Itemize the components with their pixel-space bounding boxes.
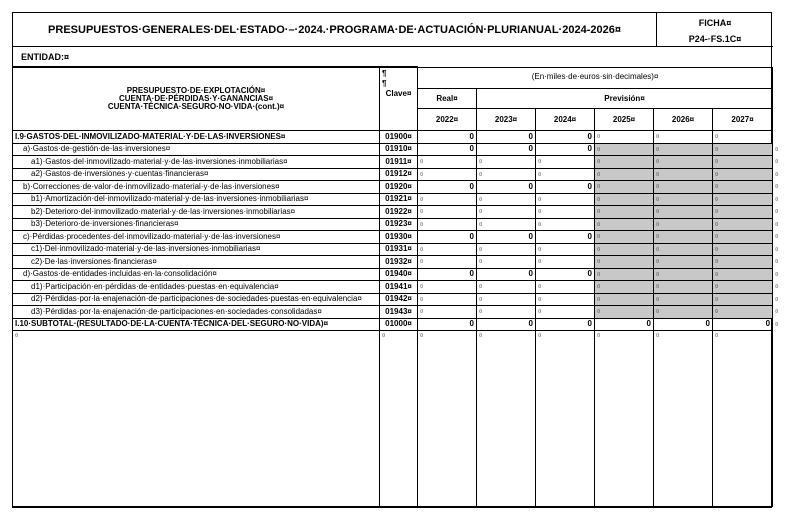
row-end-mark	[773, 256, 785, 269]
value-cell[interactable]	[536, 256, 595, 269]
cell-mark: ¤	[479, 171, 483, 178]
cell-mark: ¤	[656, 196, 660, 203]
cell-mark: ¤	[715, 296, 719, 303]
value-cell[interactable]: 0	[418, 181, 477, 194]
empty-cell[interactable]	[536, 331, 595, 507]
value-cell[interactable]	[713, 206, 773, 219]
table-row	[13, 206, 785, 219]
cell-mark: ¤	[420, 296, 424, 303]
cell-mark: ¤	[715, 221, 719, 228]
value-cell[interactable]	[654, 268, 713, 281]
cell-mark: ¤	[597, 221, 601, 228]
empty-row	[13, 331, 785, 507]
cell-mark: ¤	[715, 184, 719, 191]
cell-mark: ¤	[656, 159, 660, 166]
empty-cell[interactable]	[418, 331, 477, 507]
row-code: 01000¤	[380, 318, 418, 331]
value-cell[interactable]	[595, 206, 654, 219]
cell-mark: ¤	[597, 171, 601, 178]
row-end-mark	[773, 218, 785, 231]
cell-mark: ¤	[656, 234, 660, 241]
table-row	[13, 306, 785, 319]
empty-cell[interactable]	[477, 331, 536, 507]
row-code: 01910¤	[380, 143, 418, 156]
row-label: a2)·Gastos·de·inversiones·y·cuentas·financieras¤	[13, 168, 380, 181]
real-header: Real¤	[418, 89, 477, 109]
cell-mark: ¤	[715, 134, 719, 141]
value-cell[interactable]: 0	[477, 181, 536, 194]
title-cuenta-pyg: CUENTA·DE·PÉRDIDAS·Y·GANANCIAS¤	[118, 93, 274, 103]
cell-mark: ¤	[775, 246, 779, 253]
clave-label: Clave¤	[385, 89, 412, 98]
row-code: 01941¤	[380, 281, 418, 294]
cell-mark: ¤	[420, 246, 424, 253]
row-label: a)·Gastos·de·gestión·de·las·inversiones¤	[13, 143, 380, 156]
row-end-mark	[773, 193, 785, 206]
cell-mark: ¤	[775, 221, 779, 228]
value-cell[interactable]	[595, 156, 654, 169]
value-cell[interactable]	[713, 281, 773, 294]
cell-mark: ¤	[656, 246, 660, 253]
cell-mark: ¤	[420, 159, 424, 166]
cell-mark: ¤	[715, 271, 719, 278]
cell-mark: ¤	[597, 296, 601, 303]
pilcrow-1: ¶	[382, 69, 387, 78]
cell-mark: ¤	[479, 159, 483, 166]
year-2025: 2025¤	[595, 109, 654, 131]
value-cell[interactable]	[713, 218, 773, 231]
cell-mark: ¤	[656, 184, 660, 191]
value-cell[interactable]	[418, 206, 477, 219]
value-cell[interactable]: 0	[477, 268, 536, 281]
cell-mark: ¤	[597, 146, 601, 153]
value-cell[interactable]: 0	[654, 318, 713, 331]
prevision-header: Previsión¤	[477, 89, 773, 109]
value-cell[interactable]	[654, 218, 713, 231]
cell-mark: ¤	[538, 284, 542, 291]
value-cell[interactable]: 0	[477, 318, 536, 331]
cell-mark: ¤	[656, 134, 660, 141]
cell-mark: ¤	[420, 209, 424, 216]
cell-mark: ¤	[420, 309, 424, 316]
value-cell[interactable]	[595, 243, 654, 256]
cell-mark: ¤	[597, 309, 601, 316]
cell-mark: ¤	[538, 296, 542, 303]
row-label: I.9·GASTOS·DEL·INMOVILIZADO·MATERIAL·Y·DE·LAS·INVERSIONES¤	[13, 131, 380, 144]
value-cell[interactable]	[477, 293, 536, 306]
cell-mark: ¤	[715, 209, 719, 216]
pilcrow-2: ¶	[382, 79, 387, 88]
cell-mark: ¤	[538, 259, 542, 266]
row-code: 01942¤	[380, 293, 418, 306]
cell-mark: ¤	[775, 196, 779, 203]
cell-mark: ¤	[775, 321, 779, 328]
cell-mark: ¤	[656, 284, 660, 291]
value-cell[interactable]	[713, 181, 773, 194]
value-cell[interactable]	[595, 268, 654, 281]
value-cell[interactable]	[418, 156, 477, 169]
table-row	[13, 243, 785, 256]
units-note: (En·miles·de·euros·sin·decimales)¤	[418, 67, 773, 89]
row-label: a1)·Gastos·del·inmovilizado·material·y·de·las·inversiones·inmobiliarias¤	[13, 156, 380, 169]
value-cell[interactable]	[418, 218, 477, 231]
table-row	[13, 268, 785, 281]
row-code: 01920¤	[380, 181, 418, 194]
cell-mark: ¤	[715, 196, 719, 203]
cell-mark: ¤	[597, 196, 601, 203]
year-2027: 2027¤	[713, 109, 773, 131]
value-cell[interactable]	[713, 193, 773, 206]
value-cell[interactable]: 0	[418, 131, 477, 144]
cell-mark: ¤	[538, 196, 542, 203]
cell-mark: ¤	[775, 284, 779, 291]
value-cell[interactable]	[654, 243, 713, 256]
empty-cell[interactable]	[13, 331, 380, 507]
value-cell[interactable]	[477, 218, 536, 231]
row-code: 01922¤	[380, 206, 418, 219]
row-label: b2)·Deterioro·del·inmovilizado·material·y·de·las·inversiones·inmobiliarias¤	[13, 206, 380, 219]
title-cuenta-tecnica: CUENTA·TÉCNICA·SEGURO·NO·VIDA·(cont.)¤	[107, 101, 285, 111]
cell-mark: ¤	[597, 271, 601, 278]
clave-header	[380, 67, 418, 131]
cell-mark: ¤	[15, 333, 19, 339]
value-cell[interactable]	[418, 193, 477, 206]
value-cell[interactable]	[477, 243, 536, 256]
row-code: 01943¤	[380, 306, 418, 319]
value-cell[interactable]	[418, 168, 477, 181]
row-label: b)·Correcciones·de·valor·de·inmovilizado·material·y·de·las·inversiones¤	[13, 181, 380, 194]
row-code: 01932¤	[380, 256, 418, 269]
cell-mark: ¤	[538, 221, 542, 228]
cell-mark: ¤	[420, 171, 424, 178]
value-cell[interactable]	[654, 306, 713, 319]
value-cell[interactable]	[713, 143, 773, 156]
value-cell[interactable]	[418, 281, 477, 294]
table-row	[13, 156, 785, 169]
cell-mark: ¤	[597, 333, 601, 339]
cell-mark: ¤	[479, 284, 483, 291]
value-cell[interactable]	[654, 293, 713, 306]
row-end-mark	[773, 306, 785, 319]
value-cell[interactable]	[654, 181, 713, 194]
value-cell[interactable]	[654, 168, 713, 181]
value-cell[interactable]	[536, 306, 595, 319]
cell-mark: ¤	[479, 221, 483, 228]
value-cell[interactable]	[536, 193, 595, 206]
value-cell[interactable]	[418, 293, 477, 306]
row-end-mark	[773, 156, 785, 169]
value-cell[interactable]	[713, 243, 773, 256]
row-label: d3)·Pérdidas·por·la·enajenación·de·participaciones·en·sociedades·consolidadas¤	[13, 306, 380, 319]
value-cell[interactable]	[595, 181, 654, 194]
value-cell[interactable]: 0	[418, 143, 477, 156]
row-label: d)·Gastos·de·entidades·incluidas·en·la·consolidación¤	[13, 268, 380, 281]
row-label: d2)·Pérdidas·por·la·enajenación·de·participaciones·de·sociedades·puestas·en·equivalencia¤	[13, 293, 380, 306]
cell-mark: ¤	[479, 259, 483, 266]
cell-mark: ¤	[420, 333, 424, 339]
cell-mark: ¤	[656, 171, 660, 178]
value-cell[interactable]	[713, 268, 773, 281]
value-cell[interactable]: 0	[536, 131, 595, 144]
value-cell[interactable]	[654, 131, 713, 144]
cell-mark: ¤	[775, 184, 779, 191]
cell-mark: ¤	[597, 246, 601, 253]
year-2024: 2024¤	[536, 109, 595, 131]
value-cell[interactable]	[536, 218, 595, 231]
value-cell[interactable]	[536, 168, 595, 181]
cell-mark: ¤	[715, 333, 719, 339]
form-title: PRESUPUESTOS·GENERALES·DEL·ESTADO·–·2024.·PROGRAMA·DE·ACTUACIÓN·PLURIANUAL·2024-2026¤	[13, 13, 657, 47]
cell-mark: ¤	[715, 146, 719, 153]
value-cell[interactable]: 0	[536, 181, 595, 194]
value-cell[interactable]	[595, 231, 654, 244]
table-row	[13, 181, 785, 194]
row-code: 01931¤	[380, 243, 418, 256]
value-cell[interactable]	[654, 193, 713, 206]
value-cell[interactable]	[713, 256, 773, 269]
cell-mark: ¤	[479, 196, 483, 203]
value-cell[interactable]	[654, 156, 713, 169]
cell-mark: ¤	[420, 259, 424, 266]
left-header	[13, 67, 380, 131]
table-row	[13, 168, 785, 181]
cell-mark: ¤	[656, 221, 660, 228]
value-cell[interactable]	[477, 306, 536, 319]
cell-mark: ¤	[597, 234, 601, 241]
cell-mark: ¤	[479, 209, 483, 216]
row-end-mark	[773, 268, 785, 281]
value-cell[interactable]	[713, 231, 773, 244]
cell-mark: ¤	[775, 259, 779, 266]
cell-mark: ¤	[538, 246, 542, 253]
table-row	[13, 193, 785, 206]
cell-mark: ¤	[775, 171, 779, 178]
cell-mark: ¤	[715, 309, 719, 316]
row-end-mark	[773, 206, 785, 219]
cell-mark: ¤	[775, 159, 779, 166]
value-cell[interactable]	[536, 293, 595, 306]
row-label: b1)·Amortización·del·inmovilizado·material·y·de·las·inversiones·inmobiliarias¤	[13, 193, 380, 206]
cell-mark: ¤	[775, 296, 779, 303]
value-cell[interactable]	[595, 193, 654, 206]
cell-mark: ¤	[479, 296, 483, 303]
cell-mark: ¤	[479, 246, 483, 253]
empty-cell[interactable]	[380, 331, 418, 507]
value-cell[interactable]	[536, 156, 595, 169]
cell-mark: ¤	[479, 309, 483, 316]
cell-mark: ¤	[597, 259, 601, 266]
value-cell[interactable]: 0	[477, 143, 536, 156]
row-end-mark	[773, 281, 785, 294]
cell-mark: ¤	[538, 333, 542, 339]
cell-mark: ¤	[656, 259, 660, 266]
cell-mark: ¤	[715, 234, 719, 241]
row-end-mark	[773, 181, 785, 194]
value-cell[interactable]: 0	[418, 231, 477, 244]
row-label: d1)·Participación·en·pérdidas·de·entidades·puestas·en·equivalencia¤	[13, 281, 380, 294]
row-end-mark	[773, 318, 785, 331]
cell-mark: ¤	[715, 259, 719, 266]
value-cell[interactable]	[654, 231, 713, 244]
value-cell[interactable]	[654, 206, 713, 219]
value-cell[interactable]	[477, 156, 536, 169]
value-cell[interactable]	[595, 306, 654, 319]
value-cell[interactable]	[477, 193, 536, 206]
cell-mark: ¤	[597, 284, 601, 291]
cell-mark: ¤	[420, 221, 424, 228]
value-cell[interactable]: 0	[477, 131, 536, 144]
value-cell[interactable]: 0	[477, 231, 536, 244]
row-label: I.10·SUBTOTAL·(RESULTADO·DE·LA·CUENTA·TÉCNICA·DEL·SEGURO·NO·VIDA)¤	[13, 318, 380, 331]
cell-mark: ¤	[597, 134, 601, 141]
value-cell[interactable]	[595, 143, 654, 156]
cell-mark: ¤	[775, 209, 779, 216]
value-cell[interactable]	[418, 306, 477, 319]
row-code: 01923¤	[380, 218, 418, 231]
value-cell[interactable]: 0	[536, 231, 595, 244]
value-cell[interactable]	[713, 131, 773, 144]
table-row	[13, 143, 785, 156]
cell-mark: ¤	[656, 146, 660, 153]
value-cell[interactable]	[595, 131, 654, 144]
value-cell[interactable]	[595, 281, 654, 294]
cell-mark: ¤	[775, 309, 779, 316]
cell-mark: ¤	[656, 209, 660, 216]
value-cell[interactable]	[595, 168, 654, 181]
ficha-code: P24-·FS.1C¤	[688, 34, 742, 44]
value-cell[interactable]	[654, 256, 713, 269]
year-2022: 2022¤	[418, 109, 477, 131]
table-row	[13, 131, 785, 144]
row-code: 01940¤	[380, 268, 418, 281]
table-row	[13, 231, 785, 244]
cell-mark: ¤	[597, 184, 601, 191]
cell-mark: ¤	[538, 171, 542, 178]
title-presupuesto: PRESUPUESTO·DE·EXPLOTACIÓN¤	[126, 85, 266, 95]
row-code: 01921¤	[380, 193, 418, 206]
value-cell[interactable]: 0	[536, 268, 595, 281]
row-code: 01911¤	[380, 156, 418, 169]
value-cell[interactable]	[418, 256, 477, 269]
year-2026: 2026¤	[654, 109, 713, 131]
cell-mark: ¤	[656, 309, 660, 316]
value-cell[interactable]: 0	[595, 318, 654, 331]
cell-mark: ¤	[715, 159, 719, 166]
value-cell[interactable]	[477, 256, 536, 269]
cell-mark: ¤	[420, 196, 424, 203]
value-cell[interactable]	[477, 281, 536, 294]
value-cell[interactable]	[595, 293, 654, 306]
cell-mark: ¤	[656, 333, 660, 339]
ficha-box	[657, 13, 773, 47]
value-cell[interactable]	[595, 218, 654, 231]
value-cell[interactable]: 0	[418, 268, 477, 281]
row-label: c)·Pérdidas·procedentes·del·inmovilizado·material·y·de·las·inversiones¤	[13, 231, 380, 244]
cell-mark: ¤	[775, 271, 779, 278]
ficha-label: FICHA¤	[698, 18, 732, 28]
table-row	[13, 293, 785, 306]
value-cell[interactable]	[536, 206, 595, 219]
cell-mark: ¤	[715, 284, 719, 291]
entidad-label[interactable]: ENTIDAD:¤	[13, 47, 773, 68]
cell-mark: ¤	[775, 146, 779, 153]
budget-table	[12, 66, 785, 507]
row-label: c2)·De·las·inversiones·financieras¤	[13, 256, 380, 269]
value-cell[interactable]	[713, 156, 773, 169]
row-end-mark	[773, 131, 785, 144]
cell-mark: ¤	[656, 296, 660, 303]
row-end-mark	[773, 293, 785, 306]
cell-mark: ¤	[715, 171, 719, 178]
table-row	[13, 318, 785, 331]
empty-cell[interactable]	[713, 331, 773, 507]
row-end-mark	[773, 168, 785, 181]
value-cell[interactable]	[477, 168, 536, 181]
cell-mark: ¤	[538, 309, 542, 316]
row-code: 01912¤	[380, 168, 418, 181]
cell-mark: ¤	[479, 333, 483, 339]
value-cell[interactable]: 0	[536, 143, 595, 156]
row-end-mark	[773, 231, 785, 244]
value-cell[interactable]	[477, 206, 536, 219]
value-cell[interactable]: 0	[418, 318, 477, 331]
value-cell[interactable]	[595, 256, 654, 269]
cell-mark: ¤	[715, 246, 719, 253]
cell-mark: ¤	[775, 234, 779, 241]
row-label: b3)·Deterioro·de·inversiones·financieras¤	[13, 218, 380, 231]
cell-mark: ¤	[656, 271, 660, 278]
year-2023: 2023¤	[477, 109, 536, 131]
row-code: 01930¤	[380, 231, 418, 244]
empty-cell[interactable]	[654, 331, 713, 507]
cell-mark: ¤	[420, 284, 424, 291]
value-cell[interactable]: 0	[713, 318, 773, 331]
table-row	[13, 218, 785, 231]
row-label: c1)·Del·inmovilizado·material·y·de·las·inversiones·inmobiliarias¤	[13, 243, 380, 256]
row-end-mark	[773, 143, 785, 156]
cell-mark: ¤	[382, 333, 386, 339]
row-end-mark	[773, 243, 785, 256]
value-cell[interactable]	[713, 168, 773, 181]
empty-cell[interactable]	[595, 331, 654, 507]
cell-mark: ¤	[597, 209, 601, 216]
value-cell[interactable]	[654, 281, 713, 294]
value-cell[interactable]	[713, 306, 773, 319]
table-row	[13, 281, 785, 294]
value-cell[interactable]	[536, 281, 595, 294]
value-cell[interactable]	[418, 243, 477, 256]
value-cell[interactable]	[654, 143, 713, 156]
cell-mark: ¤	[538, 159, 542, 166]
value-cell[interactable]	[713, 293, 773, 306]
cell-mark: ¤	[538, 209, 542, 216]
value-cell[interactable]	[536, 243, 595, 256]
table-row	[13, 256, 785, 269]
row-code: 01900¤	[380, 131, 418, 144]
value-cell[interactable]: 0	[536, 318, 595, 331]
cell-mark: ¤	[597, 159, 601, 166]
